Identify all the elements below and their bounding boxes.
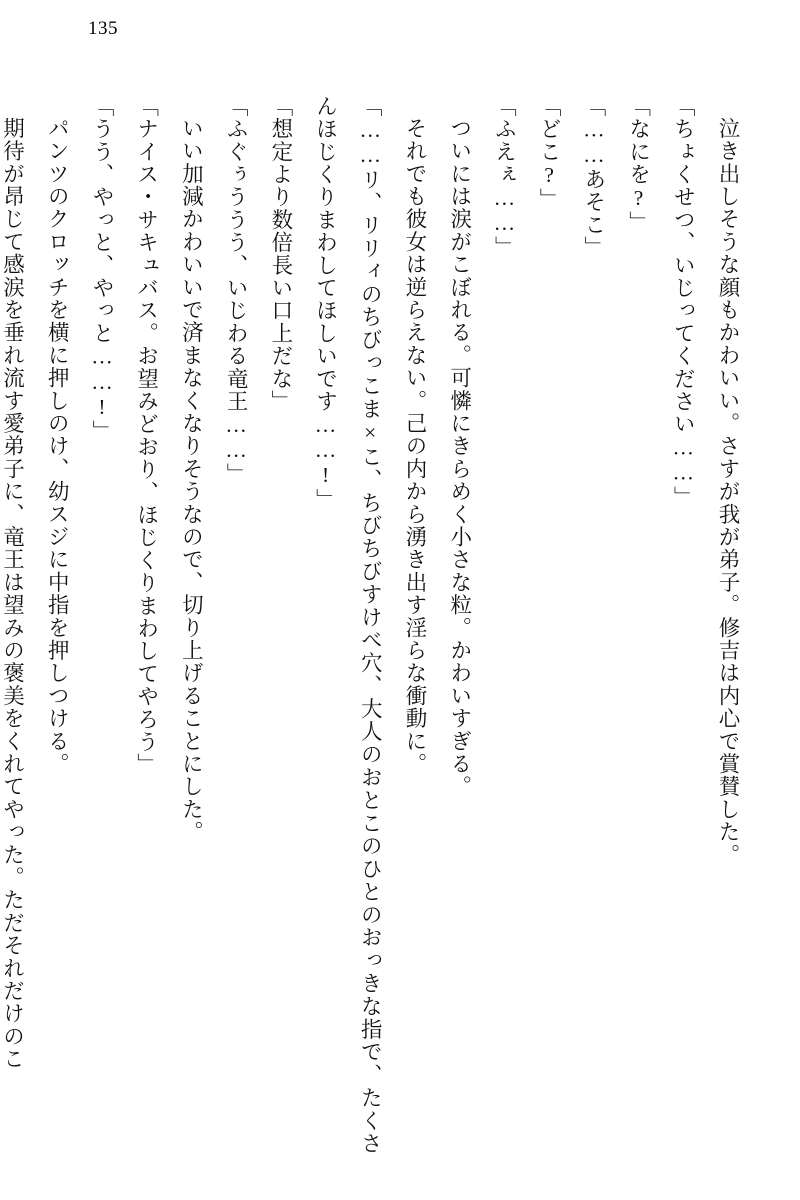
paragraph: 「どこ?」 <box>537 95 562 211</box>
paragraph: それでも彼女は逆らえない。己の内から湧き出す淫らな衝動に。 <box>402 116 427 775</box>
paragraph: ついには涙がこぼれる。可憐にきらめく小さな粒。かわいすぎる。 <box>447 116 472 798</box>
paragraph: いい加減かわいいで済まなくなりそうなので、切り上げることにした。 <box>179 116 204 843</box>
paragraph: 期待が昂じて感涙を垂れ流す愛弟子に、竜王は望みの褒美をくれてやった。ただそれだけのこ <box>0 116 25 1070</box>
paragraph: 「……あそこ」 <box>581 95 606 259</box>
paragraph: 「うう、やっと、やっと……!」 <box>89 95 114 443</box>
paragraph: 「なにを?」 <box>626 95 651 234</box>
paragraph: 「ちょくせつ、いじってください……」 <box>671 95 696 509</box>
paragraph: パンツのクロッチを横に押しのけ、幼スジに中指を押しつける。 <box>45 116 70 775</box>
paragraph: 「ナイス・サキュバス。お望みどおり、ほじくりまわしてやろう」 <box>134 95 159 776</box>
vertical-text-body <box>0 95 750 1155</box>
paragraph: 「ふえぇ……」 <box>492 95 517 259</box>
paragraph: 「想定より数倍長い口上だな」 <box>268 95 293 413</box>
page-number: 135 <box>88 18 118 39</box>
paragraph: 「……リ、リリィのちびっこま×こ、ちびちびすけべ穴、大人のおとこのひとのおっきな指で、たくさんほじくりまわしてほしいです……!」 <box>313 95 383 1155</box>
paragraph: 「ふぐぅううう、いじわる竜王……」 <box>224 95 249 486</box>
paragraph: 泣き出しそうな顔もかわいい。さすが我が弟子。修吉は内心で賞賛した。 <box>716 116 740 866</box>
